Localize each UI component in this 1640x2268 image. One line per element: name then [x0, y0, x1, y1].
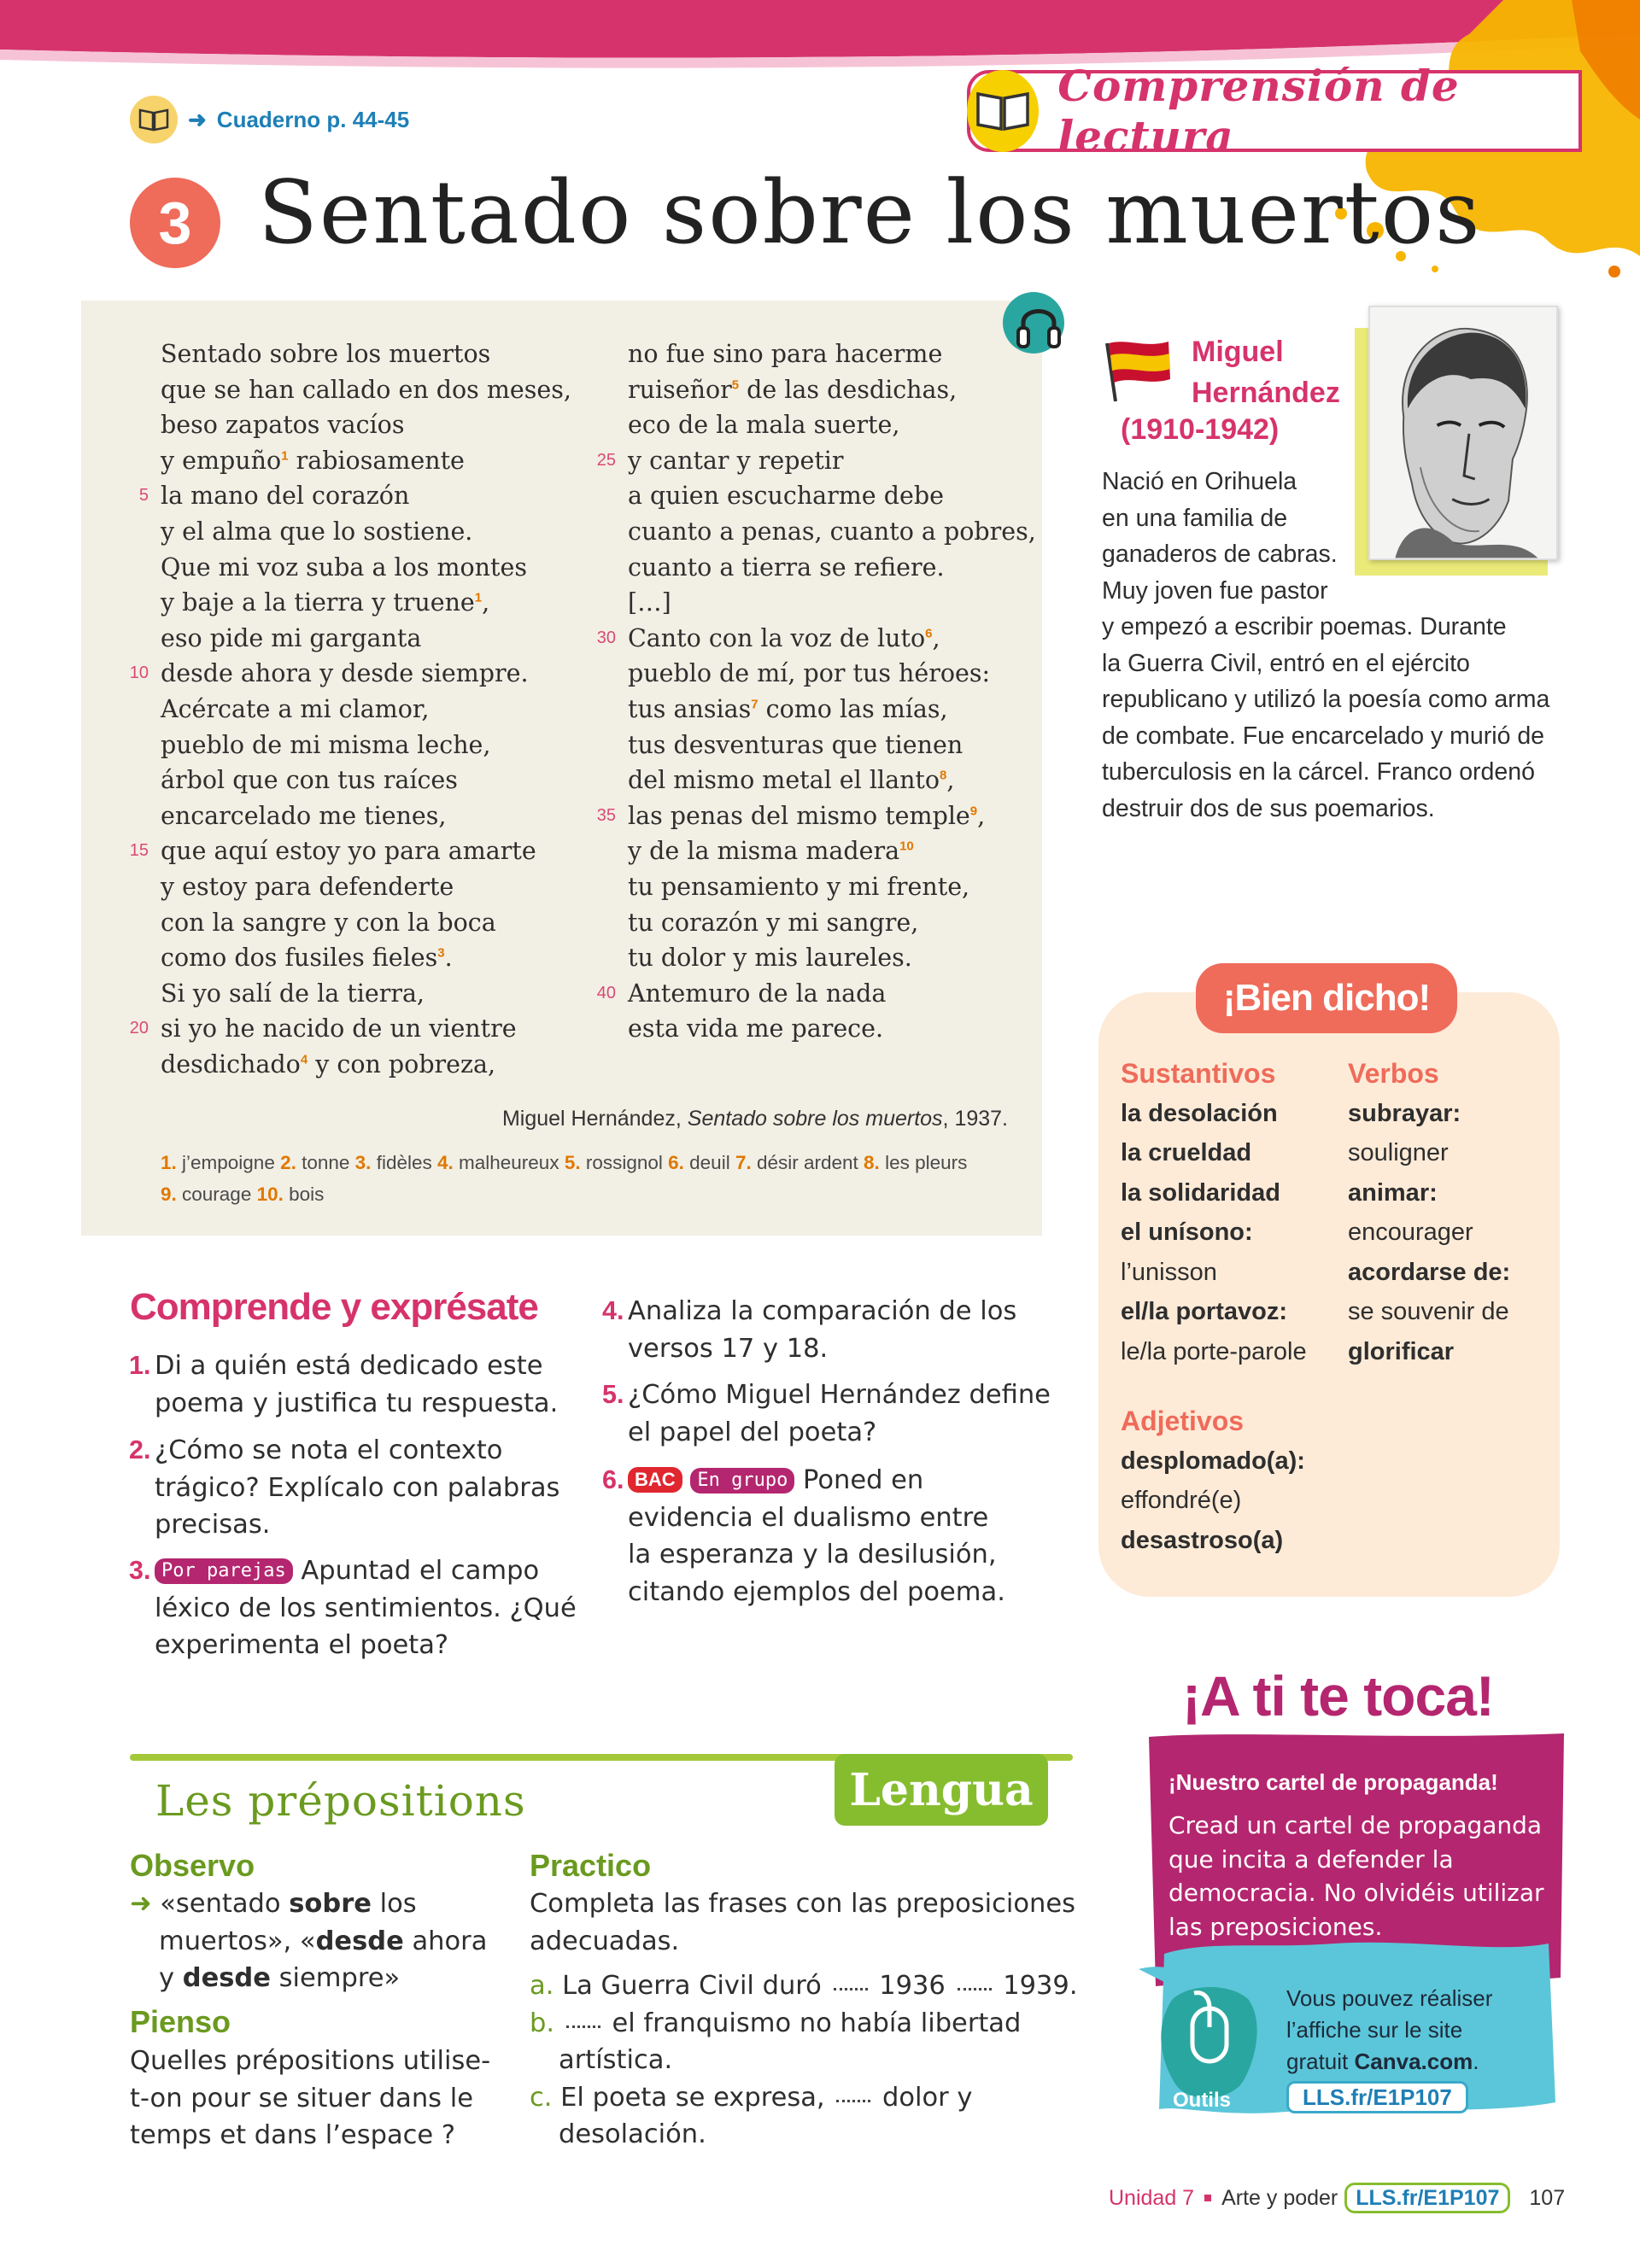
- poem-line: tus desventuras que tienen: [628, 730, 964, 759]
- glossary-line-2: [161, 1178, 1023, 1210]
- vocab-entry: se souvenir de: [1348, 1298, 1509, 1325]
- practico-heading: Practico: [530, 1848, 652, 1883]
- cuaderno-label: Cuaderno p. 44-45: [216, 106, 410, 132]
- text-line: precisas.: [155, 1510, 271, 1540]
- bac-badge: BAC: [628, 1467, 682, 1493]
- footnote-marker: 1: [474, 590, 483, 605]
- sustantivos-heading: Sustantivos: [1121, 1058, 1276, 1089]
- poem-line: cuanto a tierra se refiere.: [628, 552, 945, 582]
- vocab-entry: glorificar: [1348, 1337, 1455, 1365]
- poem-panel: [81, 301, 1042, 1236]
- vocab-entry: la solidaridad: [1121, 1178, 1280, 1207]
- en-grupo-badge: En grupo: [690, 1468, 794, 1493]
- poem-column-1: [129, 336, 571, 1082]
- glossary-term: bois: [283, 1184, 325, 1205]
- bio-name: Miguel Hernández: [1192, 336, 1340, 409]
- vocab-entry: subrayar:: [1348, 1099, 1461, 1127]
- text-line: versos 17 y 18.: [628, 1333, 829, 1364]
- poem-line: y empuño$^1$ rabiosamente: [161, 446, 465, 475]
- glossary-number: 9.: [161, 1184, 177, 1205]
- practico-intro: [530, 1885, 1075, 1960]
- glossary-number: 7.: [735, 1152, 752, 1173]
- glossary-term: deuil: [683, 1152, 735, 1173]
- poem-line: que se han callado en dos meses,: [161, 375, 571, 404]
- bien-dicho-adjetivos: [1121, 1401, 1305, 1560]
- poem-line: 35 las penas del mismo temple$^9$,: [628, 798, 1036, 834]
- vocab-entry: el unísono:: [1121, 1219, 1253, 1246]
- observo-text: ➜ «sentado sobre los muertos», «desde ahora y desde siempre»: [130, 1889, 488, 1993]
- outils-label: Outils: [1172, 2089, 1231, 2112]
- footnote-marker: 5: [731, 377, 740, 393]
- vocab-entry: souligner: [1348, 1139, 1449, 1166]
- exercise-a: a. La Guerra Civil duró 1936 1939.: [530, 1971, 1078, 2001]
- glossary-number: 8.: [864, 1152, 880, 1173]
- footer-unit: Unidad 7: [1109, 2185, 1195, 2210]
- poem-line: eco de la mala suerte,: [628, 411, 900, 440]
- question-4: 4. Analiza la comparación de los versos 17 y 18.: [628, 1293, 1016, 1367]
- footnote-marker: 3: [437, 945, 445, 961]
- text-line: en una familia de: [1102, 504, 1288, 532]
- text-line: ¿Cómo se nota el contexto: [155, 1435, 503, 1465]
- poem-line: tu corazón y mi sangre,: [628, 908, 919, 937]
- question-6: 6. BAC En grupo Poned en evidencia el dualismo entre la esperanza y la desilusión, citando ejemplos del poema.: [628, 1462, 1005, 1610]
- vocab-entry: le/la porte-parole: [1121, 1337, 1307, 1365]
- poem-line: y el alma que lo sostiene.: [161, 517, 473, 546]
- poem-line: 25 y cantar y repetir: [628, 443, 1036, 479]
- text-line: t-on pour se situer dans le: [130, 2083, 474, 2113]
- text-line: las preposiciones.: [1168, 1912, 1383, 1941]
- text-line: la Guerra Civil, entró en el ejército: [1102, 649, 1470, 677]
- poem-line: 15 que aquí estoy yo para amarte: [161, 833, 571, 869]
- text-line: republicano y utilizó la poesía como arma: [1102, 686, 1550, 713]
- prepositions-title: Les prépositions: [155, 1776, 526, 1826]
- text-line: poema y justifica tu respuesta.: [155, 1388, 559, 1418]
- poem-line: y estoy para defenderte: [161, 872, 454, 901]
- glossary-term: tonne: [296, 1152, 355, 1173]
- poem-line: del mismo metal el llanto$^8$,: [628, 766, 955, 795]
- blank-field[interactable]: [834, 1988, 868, 1990]
- comprende-title: Comprende y exprésate: [130, 1286, 538, 1328]
- exercise-b: b. el franquismo no había libertad: [530, 2008, 1022, 2038]
- glossary-term: désir ardent: [751, 1152, 864, 1173]
- poem-line: 5 la mano del corazón: [161, 478, 571, 514]
- line-number: 20: [129, 1019, 149, 1038]
- cuaderno-reference[interactable]: [130, 96, 409, 143]
- poem-line: y de la misma madera$^{10}$: [628, 837, 914, 866]
- text-line: destruir dos de sus poemarios.: [1102, 794, 1435, 822]
- spain-flag-icon: [1102, 335, 1172, 405]
- footnote-marker: 8: [940, 768, 947, 783]
- section-tab-label: Comprensión de lectura: [1057, 61, 1460, 161]
- text-line: Cread un cartel de propaganda: [1168, 1811, 1543, 1839]
- pienso-heading: Pienso: [130, 2004, 231, 2039]
- page-footer: [1109, 2183, 1565, 2213]
- footnote-marker: 9: [969, 804, 978, 819]
- poem-line: como dos fusiles fieles$^3$.: [161, 944, 453, 973]
- text-line: temps et dans l’espace ?: [130, 2120, 456, 2150]
- text-line: Di a quién está dedicado este: [155, 1351, 543, 1381]
- bien-dicho-title: ¡Bien dicho!: [1196, 963, 1457, 1033]
- text-line: que incita a defender la: [1168, 1844, 1454, 1873]
- glossary-term: rossignol: [580, 1152, 669, 1173]
- poem-line: cuanto a penas, cuanto a pobres,: [628, 517, 1036, 546]
- poem-line: tu pensamiento y mi frente,: [628, 872, 970, 901]
- glossary-number: 4.: [436, 1152, 454, 1173]
- poem-line: pueblo de mí, por tus héroes:: [628, 659, 991, 688]
- glossary-number: 2.: [280, 1152, 296, 1173]
- line-number: 30: [596, 628, 616, 647]
- book-icon: [130, 96, 178, 143]
- bien-dicho-sustantivos: [1121, 1054, 1307, 1371]
- line-number: 10: [129, 663, 149, 683]
- glossary-term: les pleurs: [879, 1152, 968, 1173]
- text-line: Analiza la comparación de los: [628, 1296, 1017, 1326]
- footnote-marker: 7: [751, 697, 758, 712]
- poem-line: Que mi voz suba a los montes: [161, 552, 527, 582]
- bio-text: [1102, 464, 1549, 827]
- poem-line: tu dolor y mis laureles.: [628, 944, 912, 973]
- text-line: ganaderos de cabras.: [1102, 541, 1338, 568]
- glossary-line-1: [161, 1147, 1023, 1178]
- footnote-marker: 4: [300, 1052, 308, 1067]
- poem-line: con la sangre y con la boca: [161, 908, 496, 937]
- pienso-text: [130, 2043, 490, 2154]
- toca-heading: ¡Nuestro cartel de propaganda!: [1168, 1769, 1498, 1795]
- bullet-square-icon: [1204, 2195, 1211, 2201]
- glossary-number: 3.: [354, 1152, 372, 1173]
- lesson-number: 3: [130, 178, 220, 268]
- toca-text: [1168, 1809, 1544, 1944]
- poem-line: encarcelado me tienes,: [161, 801, 447, 830]
- poem-line: Acércate a mi clamor,: [161, 694, 430, 723]
- vocab-entry: l’unisson: [1121, 1258, 1217, 1286]
- blank-field[interactable]: [566, 2025, 600, 2028]
- audio-headphones-icon[interactable]: [998, 289, 1075, 357]
- poem-line: desdichado$^4$ y con pobreza,: [161, 1049, 496, 1078]
- toca-title: ¡A ti te toca!: [1182, 1664, 1494, 1727]
- text-line: citando ejemplos del poema.: [628, 1576, 1005, 1607]
- poem-line: a quien escucharme debe: [628, 482, 944, 511]
- poem-line: no fue sino para hacerme: [628, 340, 943, 368]
- line-number: 40: [596, 983, 616, 1002]
- text-line: la esperanza y la desilusión,: [628, 1540, 997, 1569]
- glossary-term: malheureux: [453, 1152, 565, 1173]
- vocab-entry: la desolación: [1121, 1099, 1278, 1127]
- poem-line: eso pide mi garganta: [161, 623, 422, 652]
- glossary-number: 6.: [668, 1152, 684, 1173]
- glossary-term: j’empoigne: [176, 1152, 281, 1173]
- glossary-number: 1.: [161, 1152, 177, 1173]
- bio-dates: (1910-1942): [1121, 413, 1280, 446]
- poem-line: esta vida me parece.: [628, 1014, 884, 1043]
- text-line: trágico? Explícalo con palabras: [155, 1472, 560, 1503]
- arrow-icon: ➜: [130, 1889, 152, 1919]
- poem-line: beso zapatos vacíos: [161, 411, 405, 440]
- adjetivos-heading: Adjetivos: [1121, 1406, 1245, 1436]
- glossary: [161, 1147, 1023, 1210]
- lengua-tag: Lengua: [835, 1754, 1048, 1826]
- footnote-marker: 10: [899, 839, 914, 854]
- poem-line: Si yo salí de la tierra,: [161, 979, 425, 1008]
- poem-column-2: [596, 336, 1036, 1047]
- canva-link[interactable]: LLS.fr/E1P107: [1286, 2081, 1468, 2113]
- text-line: democracia. No olvidéis utilizar: [1168, 1879, 1544, 1907]
- question-5: 5. ¿Cómo Miguel Hernández define el papel del poeta?: [628, 1377, 1051, 1451]
- poem-line: y baje a la tierra y truene$^1$,: [161, 588, 490, 617]
- canva-note: Vous pouvez réaliser l’affiche sur le site gratuit Canva.com. LLS.fr/E1P107: [1286, 1983, 1492, 2113]
- blank-field[interactable]: [958, 1988, 992, 1990]
- poem-line: 40 Antemuro de la nada: [628, 976, 1036, 1012]
- page-number: 107: [1529, 2185, 1566, 2210]
- vocab-entry: encourager: [1348, 1219, 1473, 1246]
- por-parejas-badge: Por parejas: [155, 1558, 293, 1584]
- poem-citation: Miguel Hernández, Sentado sobre los muertos, 1937.: [501, 1107, 1008, 1131]
- line-number: 25: [596, 450, 616, 470]
- text-line: evidencia el dualismo entre: [628, 1502, 989, 1533]
- text-line: de combate. Fue encarcelado y murió de: [1102, 722, 1545, 750]
- poem-line: pueblo de mi misma leche,: [161, 730, 491, 759]
- vocab-entry: effondré(e): [1121, 1487, 1242, 1514]
- footnote-marker: 6: [925, 626, 933, 641]
- poem-line: 30 Canto con la voz de luto$^6$,: [628, 621, 1036, 657]
- vocab-entry: desplomado(a):: [1121, 1447, 1305, 1475]
- text-line: léxico de los sentimientos. ¿Qué: [155, 1593, 577, 1623]
- vocab-entry: el/la portavoz:: [1121, 1298, 1287, 1325]
- glossary-term: courage: [176, 1184, 257, 1205]
- question-1: 1. Di a quién está dedicado este poema y justifica tu respuesta.: [155, 1347, 558, 1422]
- footer-link[interactable]: LLS.fr/E1P107: [1344, 2183, 1510, 2213]
- question-2: 2. ¿Cómo se nota el contexto trágico? Explícalo con palabras precisas.: [155, 1432, 559, 1544]
- glossary-number: 10.: [256, 1184, 284, 1205]
- exercise-c: c. El poeta se expresa, dolor y: [530, 2082, 973, 2113]
- text-line: Muy joven fue pastor: [1102, 576, 1328, 605]
- vocab-entry: animar:: [1348, 1178, 1438, 1207]
- observo-heading: Observo: [130, 1848, 255, 1883]
- bien-dicho-verbos: [1348, 1054, 1510, 1371]
- page-title: Sentado sobre los muertos: [258, 162, 1482, 264]
- verbos-heading: Verbos: [1348, 1058, 1439, 1089]
- line-number: 5: [138, 486, 149, 506]
- section-tab: [967, 61, 1582, 161]
- poem-line: 20 si yo he nacido de un vientre: [161, 1011, 571, 1047]
- text-line: Completa las frases con las preposiciones: [530, 1889, 1076, 1919]
- text-line: experimenta el poeta?: [155, 1630, 449, 1660]
- footer-topic: Arte y poder: [1221, 2185, 1338, 2210]
- text-line: Quelles prépositions utilise-: [130, 2046, 491, 2076]
- text-line: ¿Cómo Miguel Hernández define: [628, 1380, 1051, 1410]
- text-line: adecuadas.: [530, 1926, 680, 1956]
- open-book-icon: [967, 70, 1039, 152]
- blank-field[interactable]: [836, 2100, 870, 2102]
- poem-line: árbol que con tus raíces: [161, 766, 458, 795]
- vocab-entry: desastroso(a): [1121, 1526, 1284, 1554]
- poem-line: […]: [628, 588, 671, 617]
- poem-line: 10 desde ahora y desde siempre.: [161, 656, 571, 692]
- text-line: Nació en Orihuela: [1102, 468, 1297, 495]
- text-line: y empezó a escribir poemas. Durante: [1102, 613, 1507, 640]
- glossary-number: 5.: [564, 1152, 581, 1173]
- poem-line: tus ansias$^7$ como las mías,: [628, 694, 948, 723]
- poem-line: Sentado sobre los muertos: [161, 340, 491, 368]
- vocab-entry: la crueldad: [1121, 1139, 1252, 1166]
- vocab-entry: acordarse de:: [1348, 1258, 1511, 1286]
- text-line: el papel del poeta?: [628, 1417, 877, 1447]
- poem-line: ruiseñor$^5$ de las desdichas,: [628, 375, 958, 404]
- glossary-term: fidèles: [371, 1152, 437, 1173]
- practico-exercises: a. La Guerra Civil duró 1936 1939. b. el franquismo no había libertad artística. c. El poeta se expresa, dolor y desolación.: [530, 1967, 1078, 2154]
- line-number: 35: [596, 805, 616, 825]
- footnote-marker: 1: [281, 448, 289, 464]
- arrow-right-icon: ➜: [188, 106, 207, 132]
- mouse-tool-icon: [1155, 1974, 1266, 2102]
- text-line: tuberculosis en la cárcel. Franco ordenó: [1102, 758, 1535, 786]
- question-3: 3. Por parejas Apuntad el campo léxico de los sentimientos. ¿Qué experimenta el poeta?: [155, 1552, 577, 1664]
- line-number: 15: [129, 841, 149, 861]
